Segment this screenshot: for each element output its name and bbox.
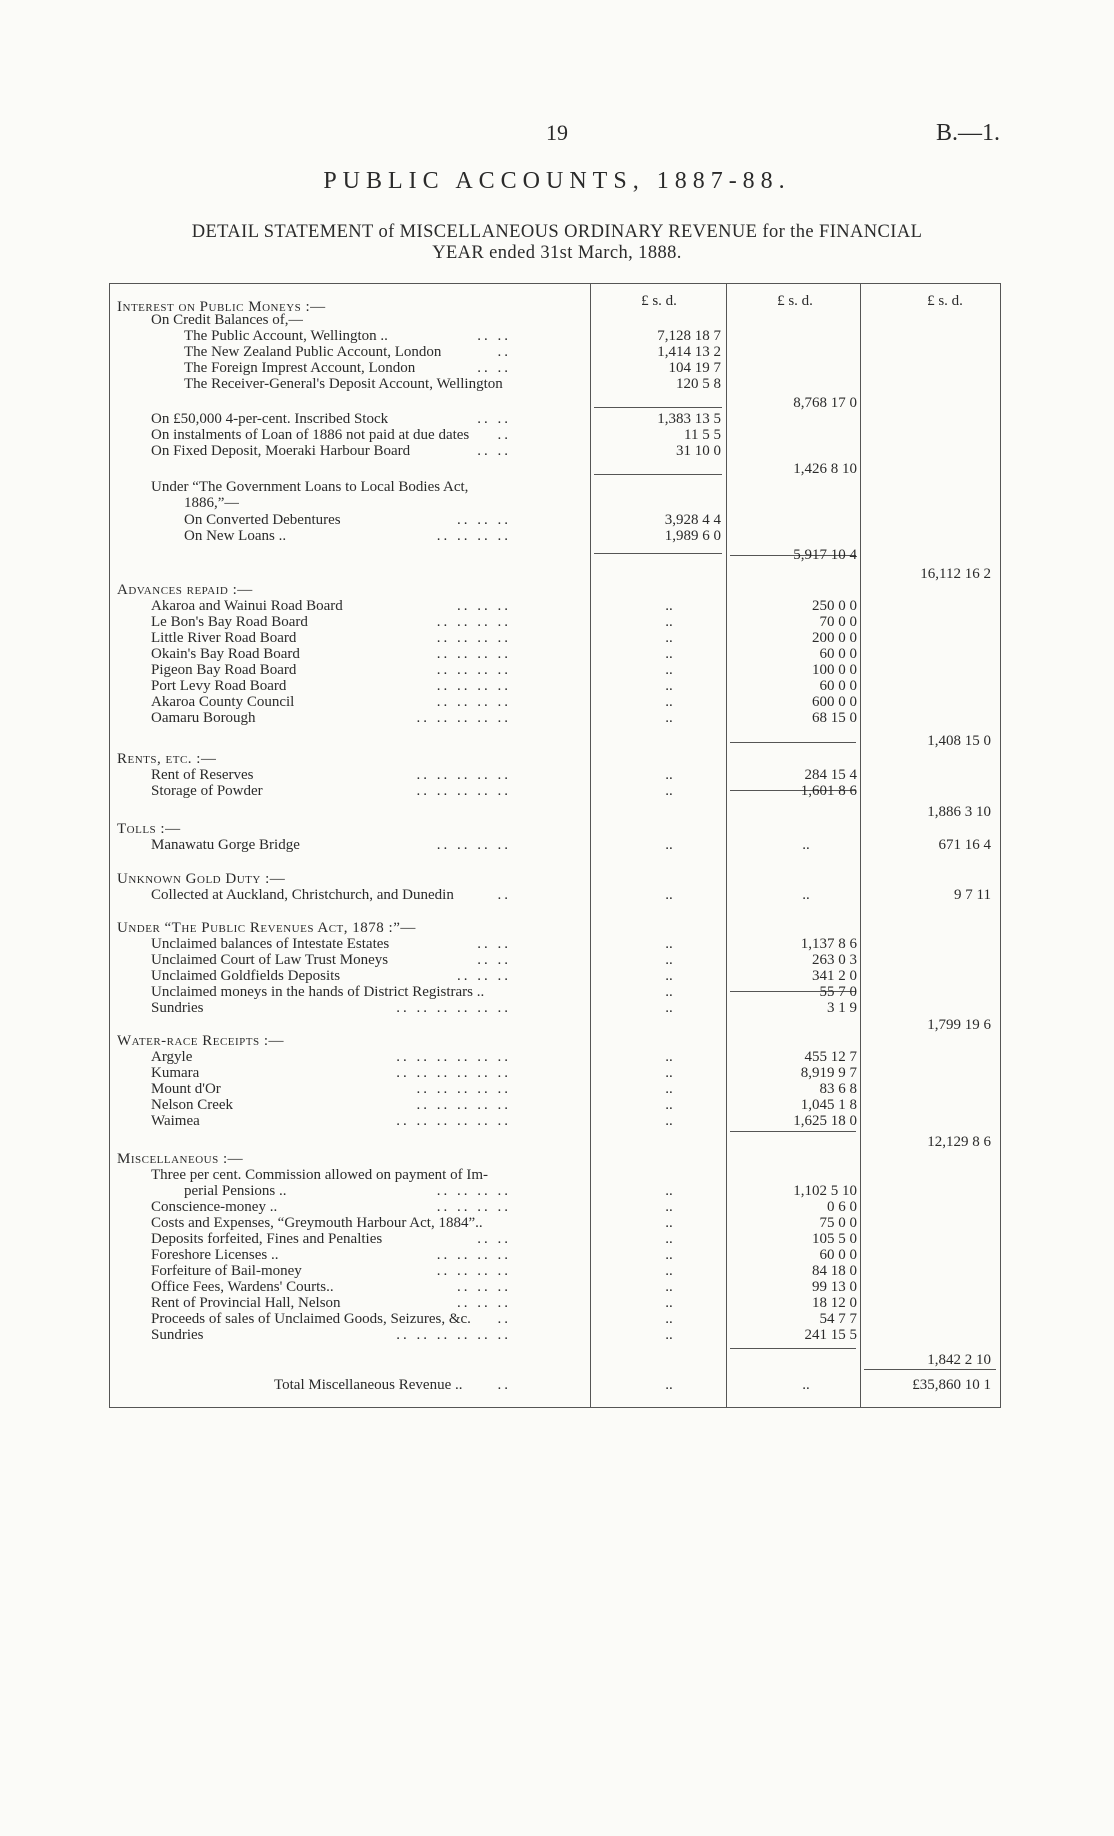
amount-col-2: 241 15 5 [804,1327,857,1343]
amount-col-2: 60 0 0 [819,1247,857,1263]
leader-dots: .. .. .. [457,1295,511,1311]
row-label: On instalments of Loan of 1886 not paid at due dates [151,427,470,443]
leader-dots: .. [497,427,511,443]
row-label: Pigeon Bay Road Board [151,662,297,678]
amount-col-1: 104 19 7 [668,360,721,376]
leader-dots: .. .. .. .. [436,1263,511,1279]
table-row [109,804,1001,821]
leader-dots: .. .. [477,360,511,376]
amount-col-2: 18 12 0 [812,1295,857,1311]
row-label: Argyle [151,1049,193,1065]
table-row [109,1352,1001,1369]
leader-dots: .. .. [477,952,511,968]
table-row [109,952,1001,969]
table-row [109,694,1001,711]
total-label: Total Miscellaneous Revenue .. [274,1377,463,1393]
leader-dots: .. .. .. .. [436,528,511,544]
table-row [109,1000,1001,1017]
amount-col-1: 1,989 6 0 [664,528,721,544]
row-label: Little River Road Board [151,630,297,646]
statement-subtitle [100,222,1014,264]
table-row [109,662,1001,679]
leader-dots: .. .. .. .. [436,837,511,853]
amount-col-3: 1,408 15 0 [927,733,991,749]
leader-dots: .. .. .. .. [436,662,511,678]
table-row [109,904,1001,921]
row-label: Oamaru Borough [151,710,256,726]
table-row [109,984,1001,1001]
amount-col-1: .. [665,1295,673,1311]
table-row [109,968,1001,985]
table-row [109,528,1001,545]
table-row [109,1231,1001,1248]
revenue-table [109,283,1001,1408]
amount-col-1: .. [665,630,673,646]
leader-dots: .. .. .. .. .. .. [396,1327,511,1343]
leader-dots: .. .. .. .. [436,1199,511,1215]
row-label: Nelson Creek [151,1097,234,1113]
amount-col-3: 12,129 8 6 [927,1134,991,1150]
table-row [109,854,1001,871]
leader-dots: .. .. .. .. .. .. [396,1065,511,1081]
table-row [109,887,1001,904]
leader-dots: .. [497,1311,511,1327]
leader-dots: .. .. .. .. .. [416,1081,511,1097]
table-row [109,1327,1001,1344]
table-row [109,1279,1001,1296]
row-label: Forfeiture of Bail-money [151,1263,302,1279]
amount-col-1: .. [665,1263,673,1279]
amount-col-1: 7,128 18 7 [657,328,721,344]
row-label: Unclaimed Goldfields Deposits [151,968,341,984]
amount-col-2: 200 0 0 [812,630,857,646]
section-heading: Advances repaid :— [117,582,253,598]
row-label: Foreshore Licenses .. [151,1247,279,1263]
leader-dots: .. .. .. [457,598,511,614]
table-row [109,733,1001,750]
table-row [109,547,1001,564]
table-row [109,710,1001,727]
table-row [109,1167,1001,1184]
table-row [109,328,1001,345]
amount-col-1: .. [665,614,673,630]
row-label: Storage of Powder [151,783,263,799]
amount-col-1: .. [665,887,673,903]
subtitle-line-2: YEAR ended 31st March, 1888. [432,243,682,263]
table-row [109,1263,1001,1280]
leader-dots: .. .. .. .. [436,694,511,710]
amount-col-1: 3,928 4 4 [664,512,721,528]
row-label: Unclaimed Court of Law Trust Moneys [151,952,389,968]
section-heading: Under “The Public Revenues Act, 1878 :”— [117,920,416,936]
amount-col-2: 75 0 0 [819,1215,857,1231]
amount-col-2: 54 7 7 [819,1311,857,1327]
table-row [109,1049,1001,1066]
amount-col-1: .. [665,837,673,853]
table-row [109,566,1001,583]
subtotal-rule [864,1369,996,1370]
table-row [109,678,1001,695]
amount-col-2: 84 18 0 [812,1263,857,1279]
total-col-1: .. [665,1377,673,1393]
amount-col-1: .. [665,1199,673,1215]
table-row [109,614,1001,631]
section-heading: Water-race Receipts :— [117,1033,285,1049]
amount-col-3: 1,886 3 10 [927,804,991,820]
table-row [109,1247,1001,1264]
amount-col-2: 5,917 10 4 [793,547,857,563]
amount-col-2: 1,601 8 6 [800,783,857,799]
amount-col-2: .. [802,887,810,903]
row-label: On Credit Balances of,— [151,312,304,328]
row-label: Akaroa County Council [151,694,295,710]
leader-dots: .. .. .. .. [436,646,511,662]
leader-dots: .. .. .. .. [436,1247,511,1263]
amount-col-2: 600 0 0 [812,694,857,710]
amount-col-1: .. [665,678,673,694]
table-row [109,1295,1001,1312]
row-label: The New Zealand Public Account, London [184,344,442,360]
table-row [109,495,1001,512]
table-row [109,751,1001,768]
amount-col-2: 1,102 5 10 [793,1183,857,1199]
table-row [109,1311,1001,1328]
table-row [109,1097,1001,1114]
leader-dots: .. .. .. [457,512,511,528]
amount-col-2: 8,768 17 0 [793,395,857,411]
amount-col-2: 83 6 8 [819,1081,857,1097]
amount-col-1: .. [665,1215,673,1231]
leader-dots: .. .. [477,411,511,427]
amount-col-1: .. [665,968,673,984]
subtotal-rule [730,1348,856,1349]
amount-col-1: .. [665,1183,673,1199]
table-row [109,376,1001,393]
row-label: Conscience-money .. [151,1199,278,1215]
row-label: Costs and Expenses, “Greymouth Harbour Act, 1884”.. [151,1215,483,1231]
amount-col-1: .. [665,984,673,1000]
row-label: Port Levy Road Board [151,678,287,694]
table-row [109,936,1001,953]
row-label: Mount d'Or [151,1081,221,1097]
table-row [109,783,1001,800]
subtitle-line-1: DETAIL STATEMENT of MISCELLANEOUS ORDINARY REVENUE for the FINANCIAL [191,222,923,242]
amount-col-1: .. [665,1231,673,1247]
page-title: PUBLIC ACCOUNTS, 1887-88. [323,168,791,194]
leader-dots: .. .. .. .. [436,614,511,630]
table-row [109,767,1001,784]
amount-col-2: 341 2 0 [812,968,857,984]
table-row [109,461,1001,478]
row-label: 1886,”— [184,495,240,511]
amount-col-3: 16,112 16 2 [920,566,991,582]
amount-col-2: .. [802,837,810,853]
section-heading: Interest on Public Moneys :— [117,299,326,315]
amount-col-2: 3 1 9 [827,1000,857,1016]
table-row [109,411,1001,428]
leader-dots: .. .. .. .. .. .. [396,1113,511,1129]
table-row [109,312,1001,329]
amount-col-3: 9 7 11 [954,887,991,903]
subtotal-rule [730,1131,856,1132]
row-label: On Converted Debentures [184,512,341,528]
section-heading: Miscellaneous :— [117,1151,244,1167]
amount-col-2: 100 0 0 [812,662,857,678]
table-row [109,821,1001,838]
table-bottom-rule [109,1407,1001,1408]
table-row [109,1065,1001,1082]
row-label: The Receiver-General's Deposit Account, Wellington [184,376,503,392]
table-row [109,1134,1001,1151]
row-label: Le Bon's Bay Road Board [151,614,308,630]
amount-col-1: .. [665,936,673,952]
amount-col-2: 1,137 8 6 [800,936,857,952]
section-heading: Rents, etc. :— [117,751,217,767]
leader-dots: .. [497,887,511,903]
row-label: Sundries [151,1327,204,1343]
leader-dots: .. .. .. .. .. .. [396,1049,511,1065]
row-label: Unclaimed balances of Intestate Estates [151,936,390,952]
amount-col-2: 70 0 0 [819,614,857,630]
amount-col-2: 8,919 9 7 [800,1065,857,1081]
amount-col-1: 11 5 5 [684,427,721,443]
amount-col-1: 31 10 0 [676,443,721,459]
row-label: Under “The Government Loans to Local Bodies Act, [151,479,469,495]
leader-dots: .. .. .. [457,1279,511,1295]
row-label: Office Fees, Wardens' Courts.. [151,1279,334,1295]
leader-dots: .. .. .. [457,968,511,984]
table-row [109,1081,1001,1098]
amount-col-1: .. [665,662,673,678]
amount-col-3: 1,799 19 6 [927,1017,991,1033]
row-label: Waimea [151,1113,200,1129]
total-col-2: .. [802,1377,810,1393]
leader-dots: .. .. .. .. .. [416,767,511,783]
amount-col-3: 1,842 2 10 [927,1352,991,1368]
table-row [109,427,1001,444]
table-row [109,395,1001,412]
column-header-1: £ s. d. [641,293,677,309]
amount-col-2: 99 13 0 [812,1279,857,1295]
table-row [109,479,1001,496]
table-row [109,512,1001,529]
amount-col-1: .. [665,1000,673,1016]
table-row [109,630,1001,647]
amount-col-2: 284 15 4 [804,767,857,783]
amount-col-2: 455 12 7 [804,1049,857,1065]
total-col-3: £35,860 10 1 [912,1377,991,1393]
table-row [109,360,1001,377]
amount-col-2: 105 5 0 [812,1231,857,1247]
amount-col-1: .. [665,783,673,799]
leader-dots: .. .. .. .. [436,1183,511,1199]
leader-dots: .. .. .. .. .. [416,1097,511,1113]
leader-dots: .. .. [477,443,511,459]
page-number: 19 [546,120,568,145]
leader-dots: .. .. .. .. [436,678,511,694]
row-label: Deposits forfeited, Fines and Penalties [151,1231,383,1247]
amount-col-1: .. [665,1247,673,1263]
table-row [109,1113,1001,1130]
row-label: On New Loans .. [184,528,287,544]
table-row [109,646,1001,663]
amount-col-1: 1,414 13 2 [657,344,721,360]
table-row [109,582,1001,599]
row-label: Rent of Reserves [151,767,254,783]
table-row [109,1151,1001,1168]
amount-col-2: 1,045 1 8 [800,1097,857,1113]
document-reference: B.—1. [935,120,1000,146]
row-label: Rent of Provincial Hall, Nelson [151,1295,341,1311]
amount-col-2: 60 0 0 [819,678,857,694]
column-header-3: £ s. d. [927,293,963,309]
amount-col-1: .. [665,694,673,710]
leader-dots: .. .. .. .. .. .. [396,1000,511,1016]
amount-col-1: .. [665,1097,673,1113]
column-header-2: £ s. d. [777,293,813,309]
amount-col-1: .. [665,1081,673,1097]
amount-col-1: .. [665,767,673,783]
table-row [109,920,1001,937]
leader-dots: .. .. .. .. [436,630,511,646]
leader-dots: .. [497,344,511,360]
amount-col-2: 263 0 3 [812,952,857,968]
leader-dots: .. [497,1377,511,1393]
amount-col-1: .. [665,1311,673,1327]
amount-col-2: 1,625 18 0 [793,1113,857,1129]
amount-col-1: .. [665,646,673,662]
leader-dots: .. .. [477,328,511,344]
table-row [109,344,1001,361]
total-row [109,1377,1001,1394]
table-row [109,1017,1001,1034]
amount-col-1: .. [665,1065,673,1081]
table-row [109,1033,1001,1050]
section-heading: Unknown Gold Duty :— [117,871,286,887]
amount-col-1: .. [665,710,673,726]
table-row [109,1183,1001,1200]
amount-col-2: 250 0 0 [812,598,857,614]
amount-col-1: 1,383 13 5 [657,411,721,427]
amount-col-1: .. [665,1327,673,1343]
row-label: On Fixed Deposit, Moeraki Harbour Board [151,443,411,459]
table-row [109,598,1001,615]
row-label: On £50,000 4-per-cent. Inscribed Stock [151,411,389,427]
row-label: Unclaimed moneys in the hands of District Registrars .. [151,984,485,1000]
row-label: Akaroa and Wainui Road Board [151,598,343,614]
section-heading: Tolls :— [117,821,181,837]
amount-col-1: .. [665,598,673,614]
table-top-rule [109,283,1001,284]
table-row [109,1215,1001,1232]
table-row [109,443,1001,460]
table-row [109,837,1001,854]
leader-dots: .. .. [477,936,511,952]
amount-col-2: 68 15 0 [812,710,857,726]
leader-dots: .. .. [477,1231,511,1247]
amount-col-2: 1,426 8 10 [793,461,857,477]
row-label: perial Pensions .. [184,1183,287,1199]
amount-col-1: .. [665,952,673,968]
amount-col-2: 60 0 0 [819,646,857,662]
row-label: Okain's Bay Road Board [151,646,300,662]
row-label: Sundries [151,1000,204,1016]
amount-col-1: .. [665,1113,673,1129]
row-label: The Foreign Imprest Account, London [184,360,416,376]
table-row [109,871,1001,888]
row-label: Proceeds of sales of Unclaimed Goods, Seizures, &c. [151,1311,471,1327]
amount-col-1: .. [665,1049,673,1065]
leader-dots: .. .. .. .. .. [416,783,511,799]
amount-col-1: 120 5 8 [676,376,721,392]
row-label: Collected at Auckland, Christchurch, and Dunedin [151,887,454,903]
row-label: Kumara [151,1065,200,1081]
amount-col-3: 671 16 4 [938,837,991,853]
row-label: The Public Account, Wellington .. [184,328,388,344]
row-label: Three per cent. Commission allowed on payment of Im- [151,1167,488,1183]
amount-col-2: 0 6 0 [827,1199,857,1215]
table-row [109,1199,1001,1216]
leader-dots: .. .. .. .. .. [416,710,511,726]
amount-col-1: .. [665,1279,673,1295]
row-label: Manawatu Gorge Bridge [151,837,300,853]
amount-col-2: 55 7 0 [819,984,857,1000]
